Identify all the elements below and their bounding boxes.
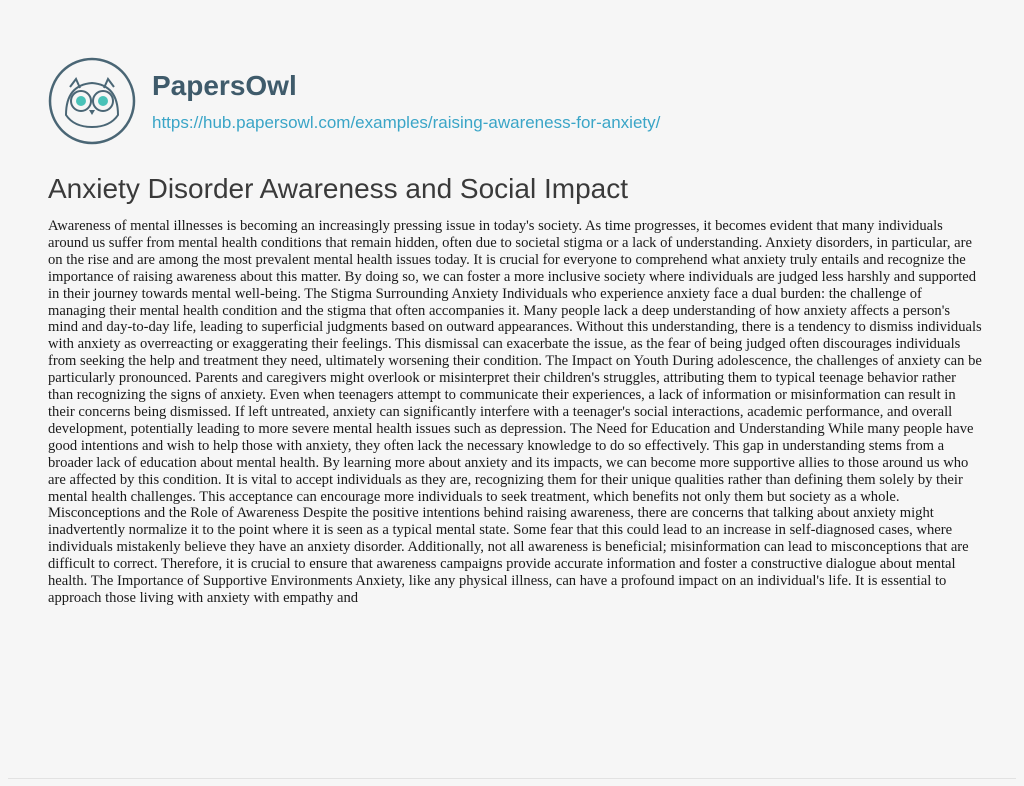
source-url-link[interactable]: https://hub.papersowl.com/examples/raising-awareness-for-anxiety/: [152, 113, 661, 132]
page-divider: [8, 778, 1016, 779]
owl-logo-icon: [48, 57, 136, 145]
document-body: Awareness of mental illnesses is becoming an increasingly pressing issue in today's society. As time progresses, it becomes evident that many individuals around us suffer from mental health conditions that remain hidden, often due to societal stigma or a lack of understanding. Anxiety disorders, in particular, are on the rise and are among the most prevalent mental health issues today. It is crucial for everyone to comprehend what anxiety truly entails and recognize the importance of raising awareness about this matter. By doing so, we can foster a more inclusive society where individuals are judged less harshly and supported in their journey towards mental well-being. The Stigma Surrounding Anxiety Individuals who experience anxiety face a dual burden: the challenge of managing their mental health condition and the stigma that often accompanies it. Many people lack a deep understanding of how anxiety affects a person's mind and day-to-day life, leading to superficial judgments based on outward appearances. Without this understanding, there is a tendency to dismiss individuals with anxiety as overreacting or exaggerating their feelings. This dismissal can exacerbate the issue, as the fear of being judged often discourages individuals from seeking the help and treatment they need, ultimately worsening their condition. The Impact on Youth During adolescence, the challenges of anxiety can be particularly pronounced. Parents and caregivers might overlook or misinterpret their children's struggles, attributing them to typical teenage behavior rather than recognizing the signs of anxiety. Even when teenagers attempt to communicate their experiences, a lack of information or misinformation can result in their concerns being dismissed. If left untreated, anxiety can significantly interfere with a teenager's social interactions, academic performance, and overall development, potentially leading to more severe mental health issues such as depression. The Need for Education and Understanding While many people have good intentions and wish to help those with anxiety, they often lack the necessary knowledge to do so effectively. This gap in understanding stems from a broader lack of education about mental health. By learning more about anxiety and its impacts, we can become more supportive allies to those around us who are affected by this condition. It is vital to accept individuals as they are, recognizing them for their unique qualities rather than defining them solely by their mental health challenges. This acceptance can encourage more individuals to seek treatment, which benefits not only them but society as a whole. Misconceptions and the Role of Awareness Despite the positive intentions behind raising awareness, there are concerns that talking about anxiety might inadvertently normalize it to the point where it is seen as a typical mental state. Some fear that this could lead to an increase in self-diagnosed cases, where individuals mistakenly believe they have an anxiety disorder. Additionally, not all awareness is beneficial; misinformation can lead to misconceptions that are difficult to correct. Therefore, it is crucial to ensure that awareness campaigns provide accurate information and foster a constructive dialogue about mental health. The Importance of Supportive Environments Anxiety, like any physical illness, can have a profound impact on an individual's life. It is essential to approach those living with anxiety with empathy and: [48, 218, 982, 606]
brand-block: [152, 69, 660, 133]
document-title: Anxiety Disorder Awareness and Social Impact: [48, 173, 628, 204]
brand-name[interactable]: PapersOwl: [152, 70, 297, 101]
site-header: [48, 56, 660, 146]
